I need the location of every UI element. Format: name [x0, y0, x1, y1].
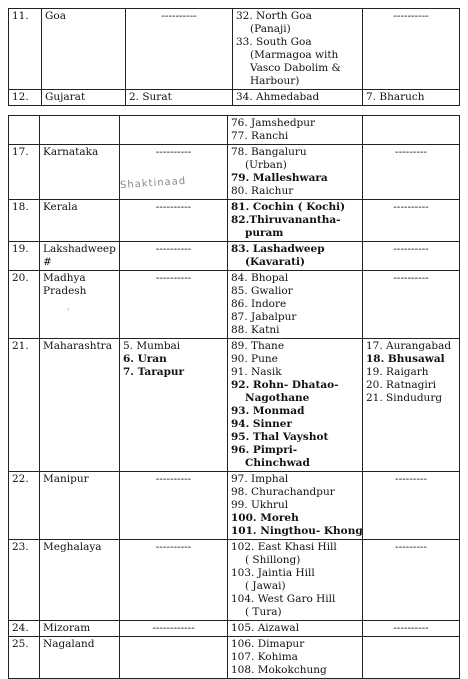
- column-2-entry: ----------: [155, 473, 192, 485]
- serial-number: 20.: [12, 272, 29, 284]
- table-row: [9, 145, 460, 200]
- district-entry: (Marmagoa with: [250, 49, 339, 61]
- district-entry: 99. Ukhrul: [231, 499, 289, 511]
- district-entry: 91. Nasik: [231, 366, 282, 378]
- serial-number: 25.: [12, 638, 29, 650]
- column-2-entry: 6. Uran: [123, 353, 167, 365]
- district-entry: 84. Bhopal: [231, 272, 289, 284]
- column-3-cell: [228, 116, 363, 145]
- district-entry: 104. West Garo Hill: [231, 593, 336, 605]
- column-2-cell: [120, 271, 228, 339]
- column-4-cell: [363, 116, 460, 145]
- column-4-entry: 18. Bhusawal: [366, 353, 445, 365]
- district-entry: ( Jawai): [245, 580, 286, 592]
- serial-number-cell: [9, 637, 40, 679]
- district-entry: 94. Sinner: [231, 418, 292, 430]
- column-2-entry: ------------: [152, 622, 195, 634]
- state-cell: [42, 9, 126, 90]
- state-cell: [40, 540, 120, 621]
- district-entry: 106. Dimapur: [231, 638, 305, 650]
- column-3-cell: [228, 621, 363, 637]
- column-4-cell: [363, 200, 460, 242]
- district-entry: 108. Mokokchung: [231, 664, 327, 676]
- district-entry: 76. Jamshedpur: [231, 117, 316, 129]
- district-entry: 101. Ningthou- Khong: [231, 525, 363, 537]
- district-entry: 96. Pimpri-: [231, 444, 298, 456]
- column-2-entry: ----------: [155, 201, 192, 213]
- state-name: Karnataka: [43, 146, 99, 158]
- column-4-cell: [363, 472, 460, 540]
- district-entry: 97. Imphal: [231, 473, 289, 485]
- state-cell: [40, 145, 120, 200]
- column-4-entry: ---------: [395, 146, 427, 158]
- district-entry: (Panaji): [250, 23, 291, 35]
- serial-number-cell: [9, 472, 40, 540]
- state-cell: [40, 339, 120, 472]
- table-row: [9, 242, 460, 271]
- column-2-cell: [120, 472, 228, 540]
- column-4-cell: [363, 145, 460, 200]
- serial-number: 24.: [12, 622, 29, 634]
- column-3-cell: [228, 637, 363, 679]
- district-entry: 34. Ahmedabad: [236, 91, 320, 103]
- state-name: Lakshadweep #: [43, 243, 116, 268]
- table-row: [9, 472, 460, 540]
- district-entry: 92. Rohn- Dhatao-: [231, 379, 339, 391]
- column-4-cell: [363, 621, 460, 637]
- column-3-cell: [233, 90, 363, 106]
- serial-number-cell: [9, 242, 40, 271]
- serial-number-cell: [9, 9, 42, 90]
- state-cell: [40, 200, 120, 242]
- table-row: [9, 621, 460, 637]
- column-4-entry: ----------: [393, 10, 429, 22]
- column-2-cell: [120, 116, 228, 145]
- district-entry: 86. Indore: [231, 298, 287, 310]
- table-row: [9, 90, 460, 106]
- column-2-cell: [120, 540, 228, 621]
- table-row: [9, 200, 460, 242]
- district-entry: 107. Kohima: [231, 651, 298, 663]
- column-3-cell: [228, 271, 363, 339]
- top-fragment: [8, 0, 459, 103]
- column-2-cell: [120, 621, 228, 637]
- state-name: Maharashtra: [43, 340, 112, 352]
- table-row: [9, 540, 460, 621]
- column-3-cell: [228, 472, 363, 540]
- column-2-cell: [120, 200, 228, 242]
- column-2-cell: [120, 637, 228, 679]
- state-cell: [40, 242, 120, 271]
- column-4-cell: [363, 637, 460, 679]
- state-cell: [40, 621, 120, 637]
- district-entry: 77. Ranchi: [231, 130, 289, 142]
- column-4-cell: [363, 9, 460, 90]
- serial-number-cell: [9, 200, 40, 242]
- district-entry: 105. Aizawal: [231, 622, 300, 634]
- column-4-entry: ----------: [393, 243, 429, 255]
- state-name: Madhya Pradesh: [43, 272, 87, 297]
- column-2-cell: [120, 339, 228, 472]
- state-name: Mizoram: [43, 622, 91, 634]
- scan-speck: ': [67, 308, 70, 318]
- column-3-cell: [228, 242, 363, 271]
- state-cell: [42, 90, 126, 106]
- serial-number-cell: [9, 90, 42, 106]
- column-2-entry: ----------: [155, 146, 192, 158]
- top-fragment-table: [8, 8, 460, 106]
- state-cell: [40, 271, 120, 339]
- district-entry: 85. Gwalior: [231, 285, 293, 297]
- column-2-entry: ----------: [161, 10, 197, 22]
- serial-number-cell: [9, 145, 40, 200]
- main-fragment: [8, 115, 459, 676]
- column-3-cell: [228, 540, 363, 621]
- districts-table: [8, 115, 460, 679]
- table-row: [9, 637, 460, 679]
- column-4-entry: 17. Aurangabad: [366, 340, 452, 352]
- column-4-cell: [363, 339, 460, 472]
- district-entry: Vasco Dabolim &: [250, 62, 341, 74]
- column-4-entry: ----------: [393, 201, 429, 213]
- table-row: [9, 339, 460, 472]
- column-2-entry: ----------: [155, 541, 192, 553]
- serial-number: 23.: [12, 541, 29, 553]
- serial-number: 21.: [12, 340, 29, 352]
- state-name: Meghalaya: [43, 541, 102, 553]
- district-entry: 82.Thiruvanantha-: [231, 214, 341, 226]
- state-cell: [40, 472, 120, 540]
- column-2-cell: [120, 145, 228, 200]
- district-entry: 80. Raichur: [231, 185, 294, 197]
- state-name: Kerala: [43, 201, 78, 213]
- column-4-cell: [363, 540, 460, 621]
- column-4-entry: 7. Bharuch: [366, 91, 425, 103]
- state-cell: [40, 637, 120, 679]
- column-2-cell: [120, 242, 228, 271]
- table-row: [9, 116, 460, 145]
- column-4-entry: 20. Ratnagiri: [366, 379, 437, 391]
- column-4-entry: ---------: [395, 541, 427, 553]
- state-cell: [40, 116, 120, 145]
- column-4-cell: [363, 242, 460, 271]
- serial-number: 18.: [12, 201, 29, 213]
- handwritten-smudge: Shaktinaad: [119, 175, 187, 192]
- table-row: [9, 9, 460, 90]
- column-4-entry: ----------: [393, 272, 429, 284]
- district-entry: 79. Malleshwara: [231, 172, 328, 184]
- district-entry: Nagothane: [245, 392, 310, 404]
- column-2-cell: [126, 90, 233, 106]
- serial-number-cell: [9, 540, 40, 621]
- column-4-cell: [363, 271, 460, 339]
- district-entry: 32. North Goa: [236, 10, 312, 22]
- column-3-cell: [228, 200, 363, 242]
- column-3-cell: [228, 145, 363, 200]
- district-entry: Harbour): [250, 75, 300, 87]
- district-entry: 81. Cochin ( Kochi): [231, 201, 346, 213]
- column-2-cell: [126, 9, 233, 90]
- serial-number-cell: [9, 621, 40, 637]
- district-entry: ( Shillong): [245, 554, 301, 566]
- district-entry: 88. Katni: [231, 324, 280, 336]
- district-entry: 83. Lashadweep: [231, 243, 325, 255]
- district-entry: 93. Monmad: [231, 405, 305, 417]
- column-2-entry: 2. Surat: [129, 91, 172, 103]
- state-name: Manipur: [43, 473, 89, 485]
- table-row: [9, 271, 460, 339]
- district-entry: Chinchwad: [245, 457, 310, 469]
- column-2-entry: ----------: [155, 272, 192, 284]
- state-name: Nagaland: [43, 638, 95, 650]
- district-entry: (Urban): [245, 159, 287, 171]
- column-3-cell: [233, 9, 363, 90]
- serial-number-cell: [9, 116, 40, 145]
- column-4-cell: [363, 90, 460, 106]
- serial-number: 19.: [12, 243, 29, 255]
- column-2-entry: 5. Mumbai: [123, 340, 181, 352]
- district-entry: 90. Pune: [231, 353, 278, 365]
- serial-number-cell: [9, 339, 40, 472]
- serial-number: 22.: [12, 473, 29, 485]
- serial-number: 12.: [12, 91, 29, 103]
- column-4-entry: ----------: [393, 622, 429, 634]
- district-entry: puram: [245, 227, 284, 239]
- serial-number: 17.: [12, 146, 29, 158]
- district-entry: 103. Jaintia Hill: [231, 567, 315, 579]
- column-4-entry: 21. Sindudurg: [366, 392, 443, 404]
- district-entry: 87. Jabalpur: [231, 311, 297, 323]
- state-name: Gujarat: [45, 91, 86, 103]
- district-entry: 102. East Khasi Hill: [231, 541, 337, 553]
- district-entry: 100. Moreh: [231, 512, 299, 524]
- district-entry: 89. Thane: [231, 340, 285, 352]
- column-4-entry: ---------: [395, 473, 427, 485]
- district-entry: 98. Churachandpur: [231, 486, 335, 498]
- district-entry: 95. Thal Vayshot: [231, 431, 329, 443]
- column-4-entry: 19. Raigarh: [366, 366, 429, 378]
- column-2-entry: 7. Tarapur: [123, 366, 185, 378]
- column-2-entry: ----------: [155, 243, 192, 255]
- state-name: Goa: [45, 10, 66, 22]
- column-3-cell: [228, 339, 363, 472]
- serial-number-cell: [9, 271, 40, 339]
- district-entry: 33. South Goa: [236, 36, 312, 48]
- district-entry: (Kavarati): [245, 256, 305, 268]
- district-entry: 78. Bangaluru: [231, 146, 307, 158]
- serial-number: 11.: [12, 10, 29, 22]
- district-entry: ( Tura): [245, 606, 282, 618]
